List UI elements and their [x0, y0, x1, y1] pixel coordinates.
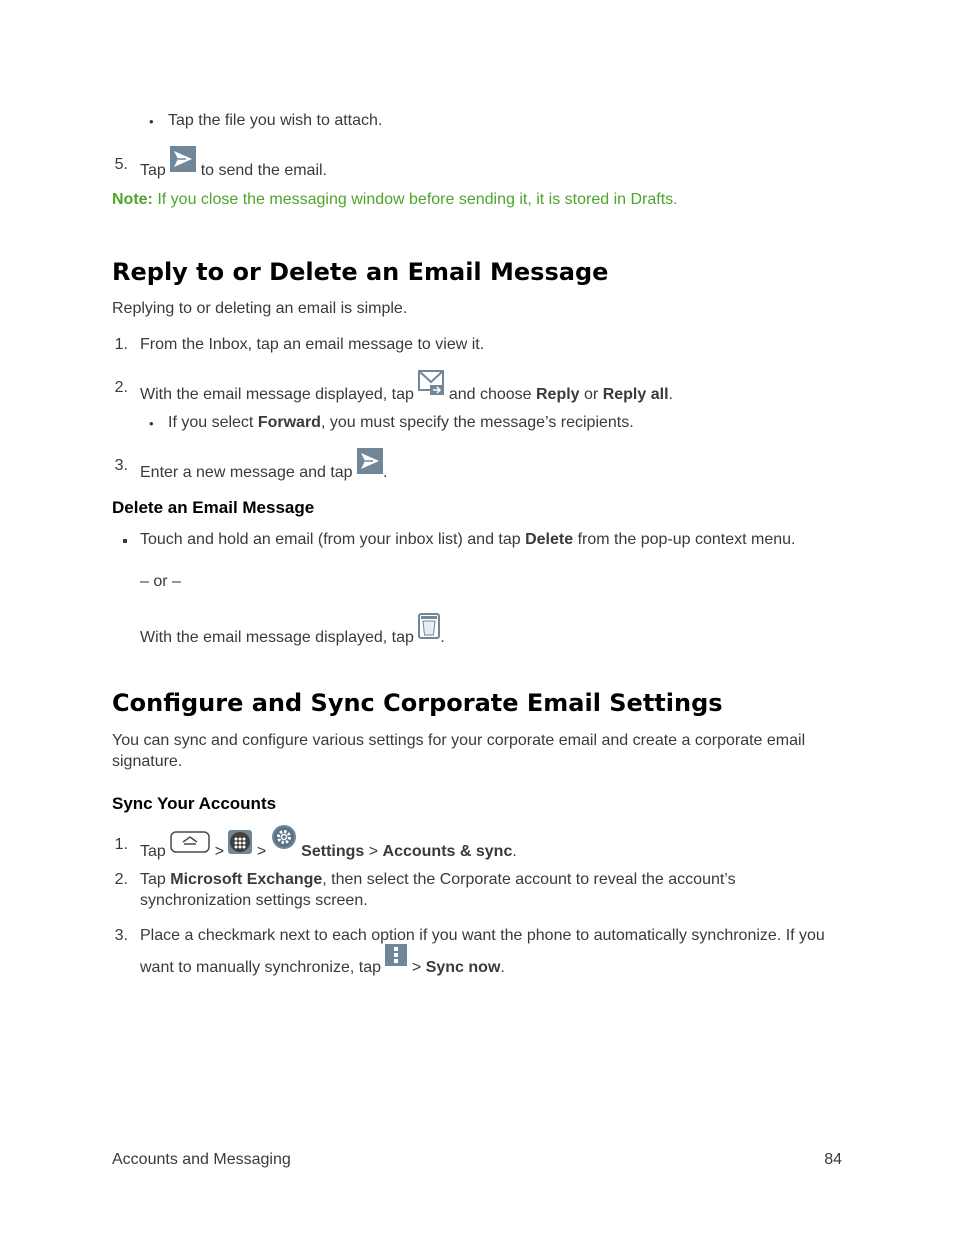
reply-step2-text — [140, 379, 673, 405]
step-number: 5. — [114, 156, 128, 173]
delete-pre: Touch and hold an email (from your inbox list) and tap — [140, 531, 526, 548]
sync-step2-line1 — [140, 870, 736, 890]
separator: > — [210, 843, 229, 860]
bullet: • — [149, 114, 154, 129]
reply-envelope-icon — [418, 379, 444, 399]
reply-or: or — [579, 386, 603, 403]
sync-step3-line2 — [140, 952, 505, 978]
period: . — [440, 629, 445, 646]
separator: > — [364, 843, 383, 860]
section-title-reply: Reply to or Delete an Email Message — [112, 258, 609, 286]
delete-alt-text — [140, 622, 445, 648]
delete-post: from the pop-up context menu. — [573, 531, 796, 548]
apps-icon — [228, 836, 252, 856]
reply-all-label: Reply all — [602, 386, 669, 403]
step-number: 3. — [114, 927, 128, 944]
period: . — [383, 464, 388, 481]
period: . — [668, 386, 673, 403]
corp-intro-line1: You can sync and configure various settings for your corporate email and create a corporate email — [112, 732, 806, 749]
reply-label: Reply — [536, 386, 580, 403]
home-key-icon — [170, 836, 210, 856]
settings-label: Settings — [301, 843, 365, 860]
sync-step2-pre: Tap — [140, 871, 171, 888]
square-bullet — [123, 539, 127, 543]
step-number: 2. — [114, 379, 128, 396]
sync-step3-line1: Place a checkmark next to each option if you want the phone to automatically synchronize. If you — [140, 927, 825, 944]
step-number: 1. — [114, 836, 128, 853]
note — [112, 190, 678, 210]
sync-step2-post: , then select the Corporate account to reveal the account’s — [322, 871, 736, 888]
separator: > — [407, 959, 426, 976]
corp-intro-line2: signature. — [112, 753, 183, 770]
reply-step3-text — [140, 457, 387, 483]
or-separator: – or – — [140, 573, 181, 590]
step-number: 3. — [114, 457, 128, 474]
delete-label: Delete — [525, 531, 574, 548]
reply-intro: Replying to or deleting an email is simple. — [112, 300, 408, 317]
send-icon — [357, 457, 383, 477]
forward-label: Forward — [257, 414, 321, 431]
step5-post: to send the email. — [200, 162, 327, 179]
attach-step-text: Tap the file you wish to attach. — [168, 112, 383, 129]
reply-step3-pre: Enter a new message and tap — [140, 464, 353, 481]
sync-step3-pre: want to manually synchronize, tap — [140, 959, 382, 976]
menu-dots-icon — [385, 952, 407, 972]
sync-step1-pre: Tap — [140, 843, 166, 860]
reply-step1-text: From the Inbox, tap an email message to view it. — [140, 336, 485, 353]
page-number: 84 — [824, 1151, 842, 1168]
bullet: • — [149, 416, 154, 431]
sync-now-label: Sync now — [425, 959, 501, 976]
reply-step2-mid: and choose — [444, 386, 536, 403]
section-title-corporate: Configure and Sync Corporate Email Settings — [112, 689, 723, 717]
subsection-title-sync: Sync Your Accounts — [112, 794, 277, 813]
period: . — [512, 843, 517, 860]
sync-step1-text — [140, 836, 517, 862]
exchange-label: Microsoft Exchange — [170, 871, 323, 888]
forward-bullet-text — [168, 413, 634, 433]
footer-section-name: Accounts and Messaging — [112, 1151, 291, 1168]
note-label: Note: — [112, 191, 153, 208]
send-icon — [170, 155, 196, 175]
step5-text — [140, 155, 327, 181]
forward-pre: If you select — [168, 414, 258, 431]
separator: > — [252, 843, 271, 860]
delete-bullet-text — [140, 530, 795, 550]
sync-step2-line2: synchronization settings screen. — [140, 892, 368, 909]
step5-pre: Tap — [140, 162, 166, 179]
settings-gear-icon — [271, 836, 297, 856]
trash-icon — [418, 622, 440, 642]
period: . — [500, 959, 505, 976]
step-number: 2. — [114, 871, 128, 888]
forward-post: , you must specify the message’s recipients. — [320, 414, 634, 431]
reply-step2-pre: With the email message displayed, tap — [140, 386, 414, 403]
delete-alt-pre: With the email message displayed, tap — [140, 629, 414, 646]
subsection-title-delete: Delete an Email Message — [112, 498, 315, 517]
note-text: If you close the messaging window before sending it, it is stored in Drafts. — [152, 191, 678, 208]
accounts-sync-label: Accounts & sync — [382, 843, 513, 860]
step-number: 1. — [114, 336, 128, 353]
